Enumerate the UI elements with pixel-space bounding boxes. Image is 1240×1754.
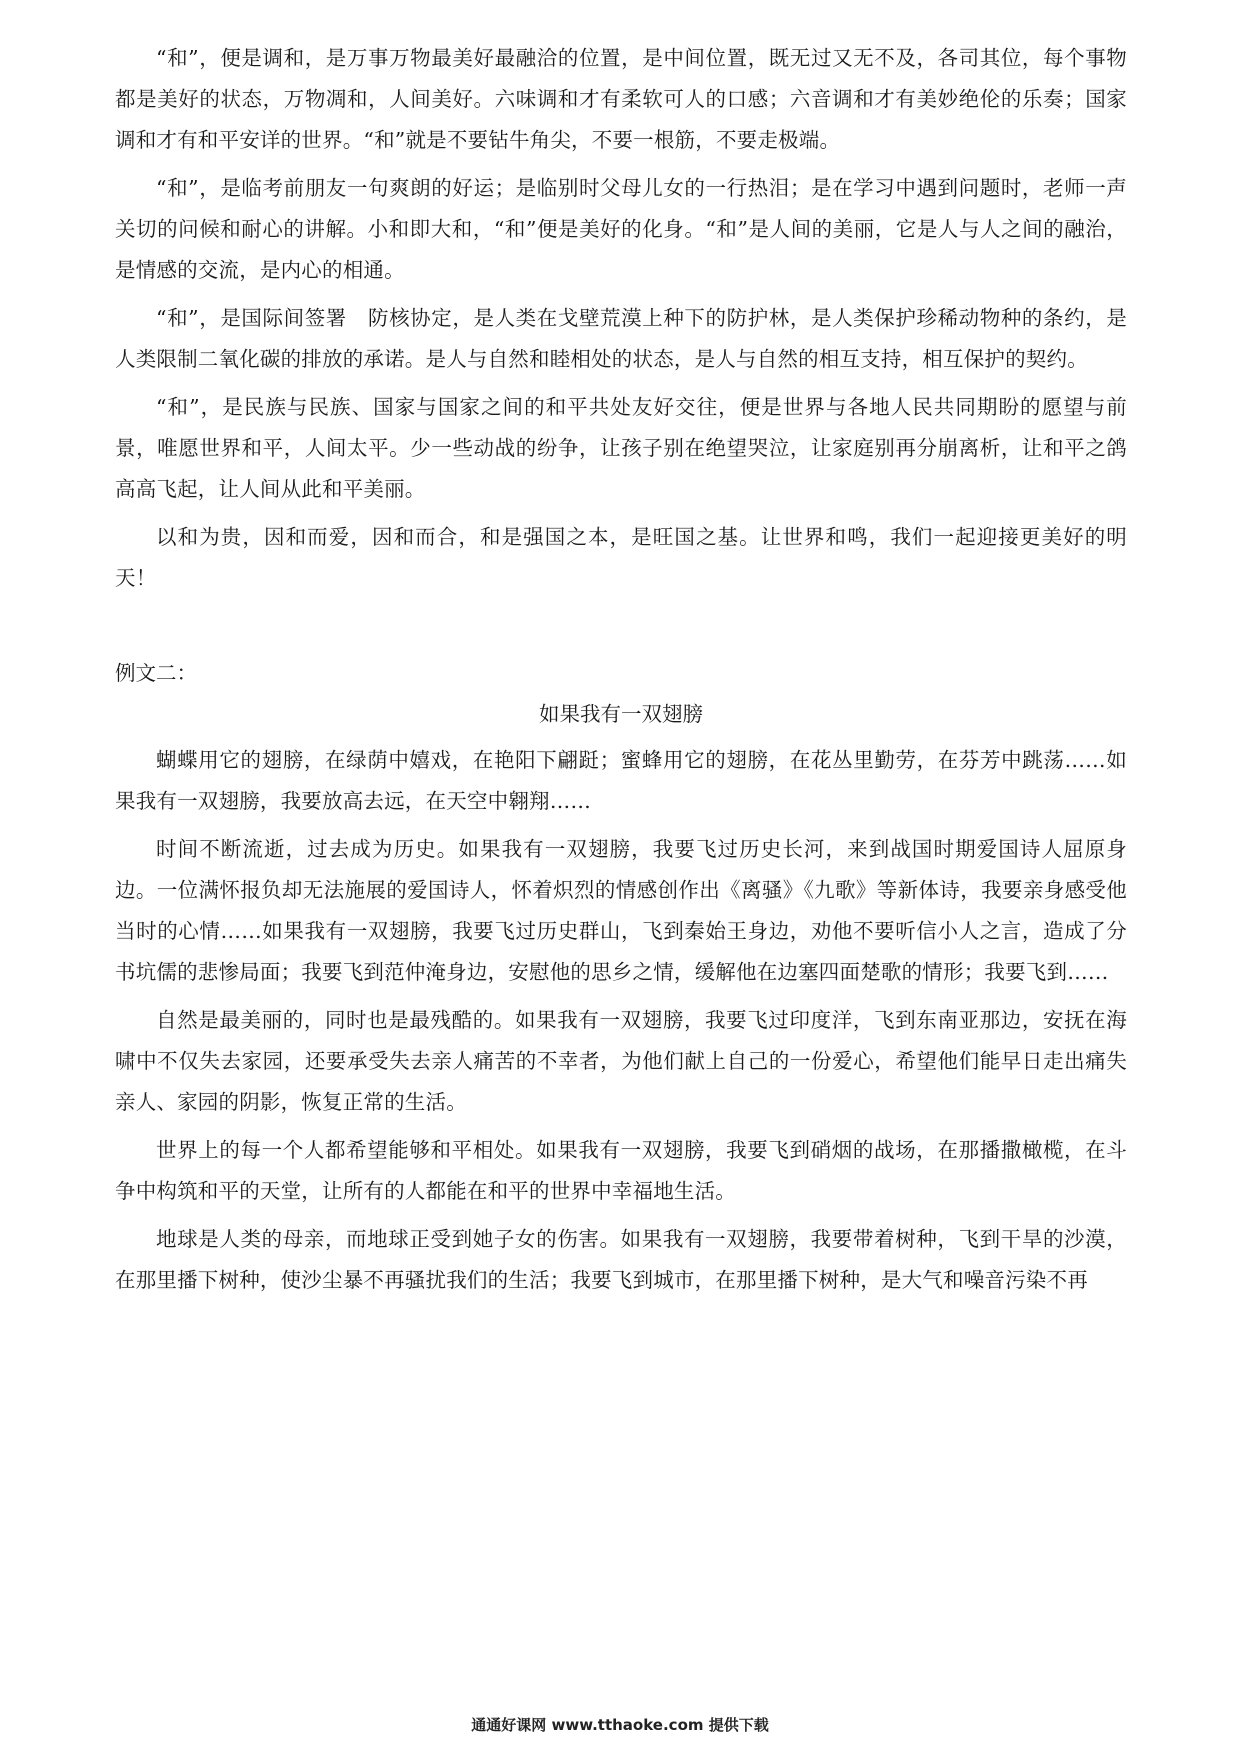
essay1-paragraph-2: “和”，是临考前朋友一句爽朗的好运；是临别时父母儿女的一行热泪；是在学习中遇到问题时，老师一声关切的问候和耐心的讲解。小和即大和，“和”便是美好的化身。“和”是人间的美丽，它是人与人之间的融治，是情感的交流，是内心的相通。	[115, 176, 1127, 282]
essay1-paragraph-1: “和”，便是调和，是万事万物最美好最融洽的位置，是中间位置，既无过又无不及，各司其位，每个事物都是美好的状态，万物凋和，人间美好。六味调和才有柔软可人的口感；六音调和才有美妙绝伦的乐奏；国家调和才有和平安详的世界。“和”就是不要钻牛角尖，不要一根筋，不要走极端。	[115, 46, 1127, 152]
example2-title: 如果我有一双翅膀	[539, 702, 703, 726]
document-body	[115, 38, 1127, 1308]
example2-paragraph-5: 地球是人类的母亲，而地球正受到她子女的伤害。如果我有一双翅膀，我要带着树种，飞到干旱的沙漠，在那里播下树种，使沙尘暴不再骚扰我们的生活；我要飞到城市，在那里播下树种，是大气和噪音污染不再	[115, 1227, 1127, 1292]
example2-paragraph-2: 时间不断流逝，过去成为历史。如果我有一双翅膀，我要飞过历史长河，来到战国时期爱国诗人屈原身边。一位满怀报负却无法施展的爱国诗人，怀着炽烈的情感创作出《离骚》《九歌》等新体诗，我要亲身感受他当时的心情……如果我有一双翅膀，我要飞过历史群山，飞到秦始王身边，劝他不要听信小人之言，造成了分书坑儒的悲惨局面；我要飞到范仲淹身边，安慰他的思乡之情，缓解他在边塞四面楚歌的情形；我要飞到……	[115, 837, 1127, 984]
example2-paragraph-4: 世界上的每一个人都希望能够和平相处。如果我有一双翅膀，我要飞到硝烟的战场，在那播撒橄榄，在斗争中构筑和平的天堂，让所有的人都能在和平的世界中幸福地生活。	[115, 1138, 1127, 1203]
essay1-paragraph-5: 以和为贵，因和而爱，因和而合，和是强国之本，是旺国之基。让世界和鸣，我们一起迎接更美好的明天！	[115, 525, 1127, 590]
example2-paragraph-3: 自然是最美丽的，同时也是最残酷的。如果我有一双翅膀，我要飞过印度洋，飞到东南亚那边，安抚在海啸中不仅失去家园，还要承受失去亲人痛苦的不幸者，为他们献上自己的一份爱心，希望他们能早日走出痛失亲人、家园的阴影，恢复正常的生活。	[115, 1008, 1127, 1114]
example2-paragraph-1: 蝴蝶用它的翅膀，在绿荫中嬉戏，在艳阳下翩跹；蜜蜂用它的翅膀，在花丛里勤劳，在芬芳中跳荡……如果我有一双翅膀，我要放高去远，在天空中翱翔……	[115, 748, 1127, 813]
page-footer: 通通好课网 www.tthaoke.com 提供下载	[471, 1716, 769, 1734]
example2-label: 例文二：	[115, 661, 197, 685]
essay1-paragraph-4: “和”，是民族与民族、国家与国家之间的和平共处友好交往，便是世界与各地人民共同期盼的愿望与前景，唯愿世界和平，人间太平。少一些动战的纷争，让孩子别在绝望哭泣，让家庭别再分崩离析，让和平之鸽高高飞起，让人间从此和平美丽。	[115, 395, 1127, 501]
essay1-paragraph-3: “和”，是国际间签署 防核协定，是人类在戈壁荒漠上种下的防护林，是人类保护珍稀动物种的条约，是人类限制二氧化碳的排放的承诺。是人与自然和睦相处的状态，是人与自然的相互支持，相互保护的契约。	[115, 306, 1127, 371]
